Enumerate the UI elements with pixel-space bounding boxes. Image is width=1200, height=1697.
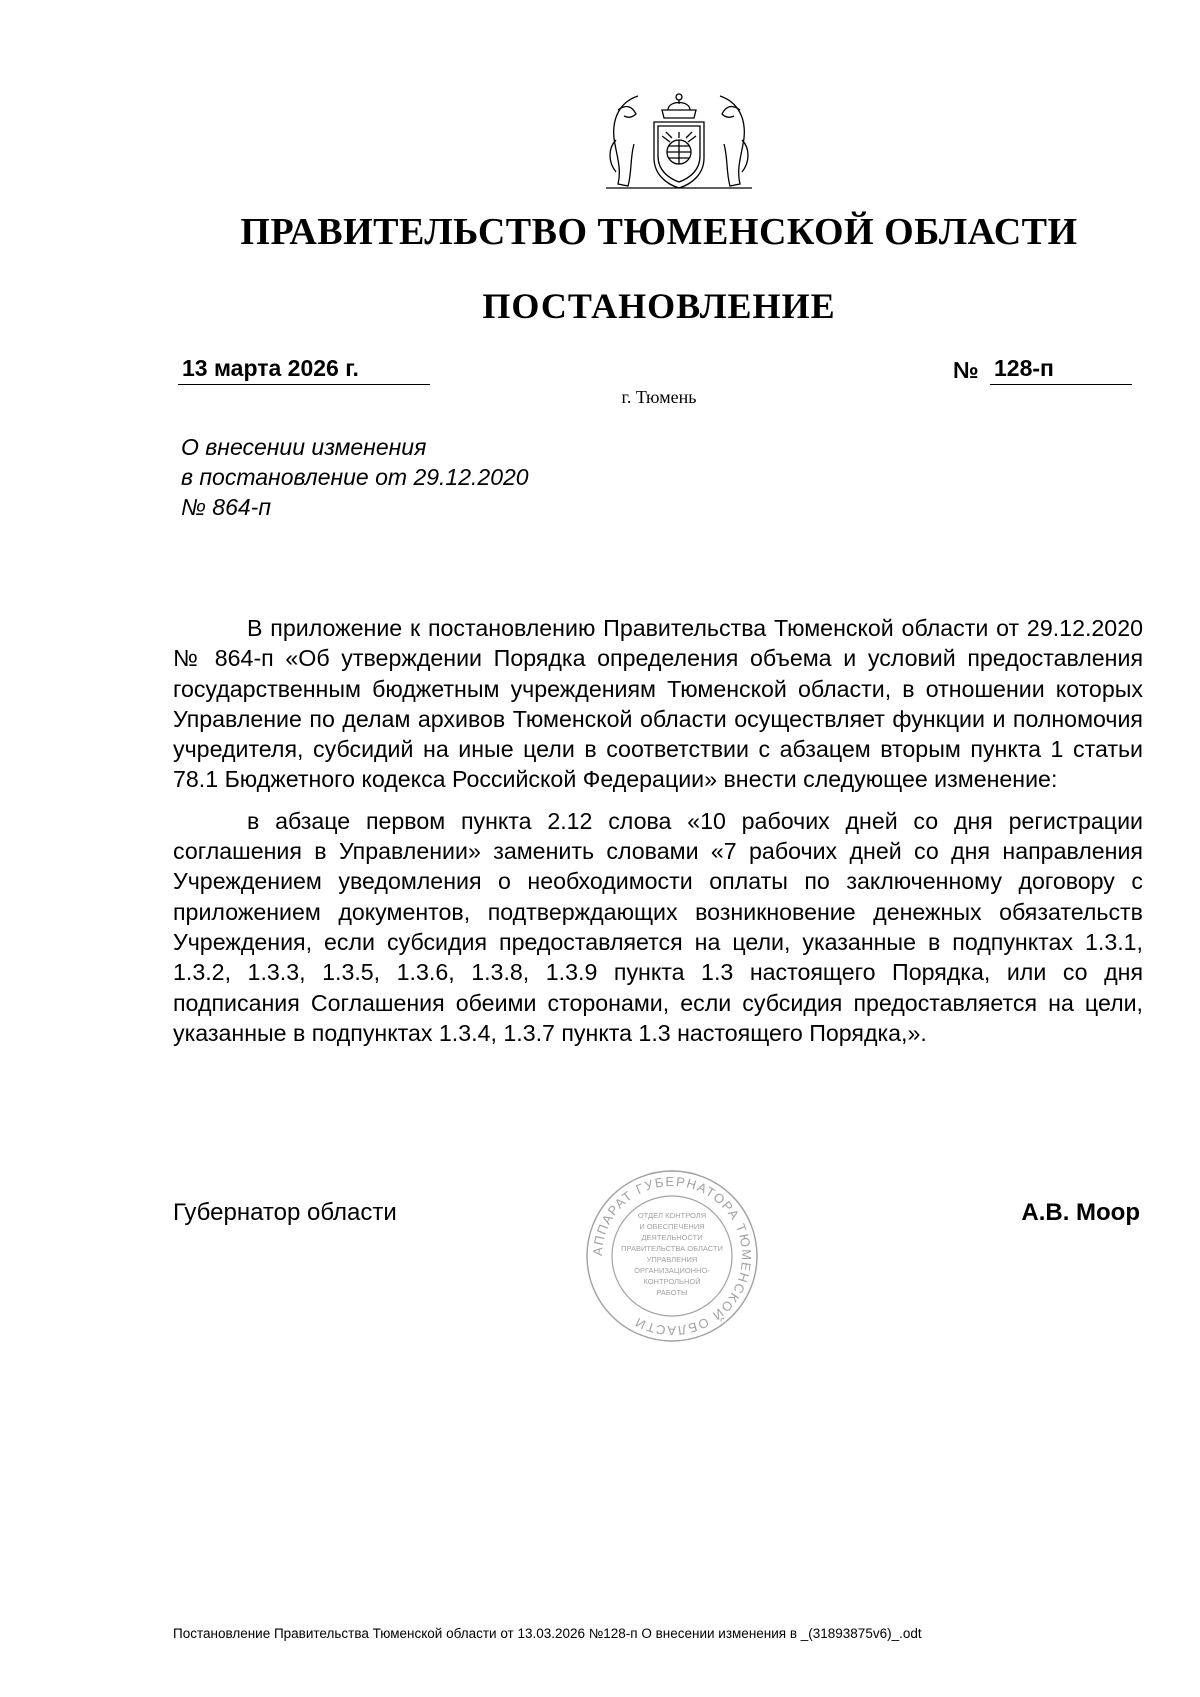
body-paragraph: В приложение к постановлению Правительства Тюменской области от 29.12.2020 № 864-п «Об утверждении Порядка определения объема и условий предоставления государственным бюджетным учреждениям Тюменской области, в отношении которых Управление по делам архивов Тюменской области осуществляет функции и полномочия учредителя, субсидий на иные цели в соответствии с абзацем вторым пункта 1 статьи 78.1 Бюджетного кодекса Российской Федерации» внести следующее изменение:: [173, 615, 1143, 793]
stamp-ring-text: АППАРАТ ГУБЕРНАТОРА ТЮМЕНСКОЙ ОБЛАСТИ: [589, 1173, 755, 1339]
body-paragraph: в абзаце первом пункта 2.12 слова «10 рабочих дней со дня регистрации соглашения в Управлении» заменить словами «7 рабочих дней со дня направления Учреждением уведомления о необходимости оплаты по заключенному договору с приложением документов, подтверждающих возникновение денежных обязательств Учреждения, если субсидия предоставляется на цели, указанные в подпунктах 1.3.1, 1.3.2, 1.3.3, 1.3.5, 1.3.6, 1.3.8, 1.3.9 пункта 1.3 настоящего Порядка, или со дня подписания Соглашения обеими сторонами, если субсидия предоставляется на цели, указанные в подпунктах 1.3.4, 1.3.7 пункта 1.3 настоящего Порядка,».: [173, 807, 1143, 1046]
decree-subject: [181, 432, 529, 522]
stamp-line: УПРАВЛЕНИЯ: [646, 1255, 698, 1264]
stamp-line: КОНТРОЛЬНОЙ: [643, 1277, 701, 1286]
file-name-footer: Постановление Правительства Тюменской области от 13.03.2026 №128-п О внесении изменения в _(31893875v6)_.odt: [173, 1626, 922, 1641]
stamp-line: ПРАВИТЕЛЬСТВА ОБЛАСТИ: [621, 1244, 723, 1253]
decree-date-field: [178, 353, 430, 385]
number-label: №: [953, 357, 979, 383]
subject-line: № 864-п: [181, 494, 271, 520]
stamp-line: ОРГАНИЗАЦИОННО-: [634, 1266, 710, 1275]
decree-date: 13 марта 2026 г.: [182, 355, 359, 381]
stamp-line: ДЕЯТЕЛЬНОСТИ: [641, 1233, 703, 1242]
subject-line: в постановление от 29.12.2020: [181, 464, 529, 490]
decree-number-field: [990, 353, 1132, 385]
government-name: ПРАВИТЕЛЬСТВО ТЮМЕНСКОЙ ОБЛАСТИ: [240, 211, 1078, 253]
subject-line: О внесении изменения: [181, 434, 427, 460]
coat-of-arms-icon: [598, 88, 760, 196]
signer-name: А.В. Моор: [1021, 1199, 1140, 1226]
decree-number: 128-п: [994, 355, 1054, 381]
stamp-line: ОТДЕЛ КОНТРОЛЯ: [637, 1211, 707, 1220]
document-type: ПОСТАНОВЛЕНИЕ: [482, 286, 836, 326]
official-stamp-icon: [584, 1168, 760, 1344]
stamp-line: РАБОТЫ: [656, 1288, 688, 1297]
stamp-line: И ОБЕСПЕЧЕНИЯ: [639, 1222, 705, 1231]
city: г. Тюмень: [621, 387, 697, 407]
signer-position: Губернатор области: [173, 1199, 397, 1226]
decree-body: [173, 613, 1143, 1059]
